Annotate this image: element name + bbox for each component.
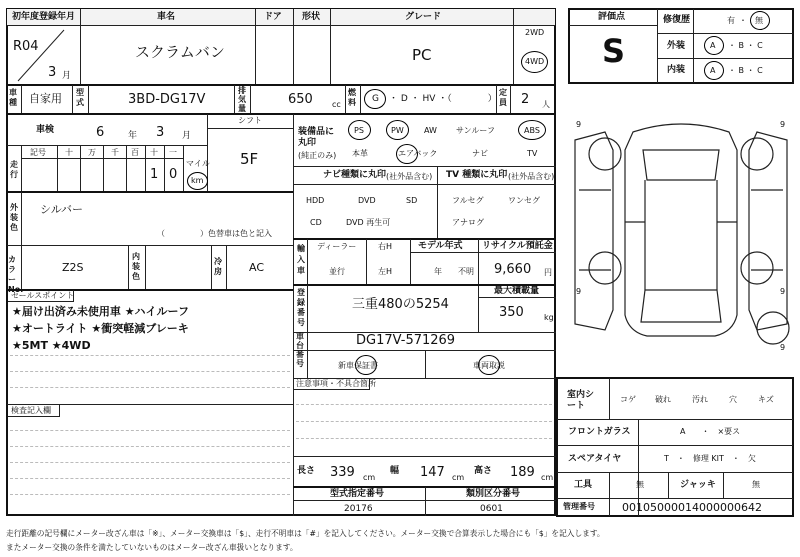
import-lh: 左H [378,267,393,276]
interior-label: 内装 [667,65,686,75]
reg-year: R04 [13,39,39,54]
mileage-col-hyaku: 百 [131,148,139,157]
plate-label: 登録番号 [297,288,305,327]
notes-label: 注意事項・不具合箇所 [296,379,376,388]
sales-label: セールスポイント [11,291,75,300]
mileage-mile: マイル [186,159,210,168]
sales-line-2: ★オートライト ★衝突軽減ブレーキ [12,322,189,335]
displacement-label: 排気量 [238,86,246,113]
navi-type-sub: (社外品含む) [386,172,433,181]
shift-value: 5F [240,150,259,168]
seat-yabure: 破れ [655,395,671,404]
papers-warranty: 新車保証書 [338,361,378,370]
shift-label: シフト [238,116,262,125]
model-year-year: 年 [434,267,442,276]
import-dealer: ディーラー [317,242,357,251]
footer-line-2: またメーター交換の条件を満たしていないものはメーター改ざん車扱いとなります。 [6,543,298,552]
shape-label: 形状 [302,12,321,22]
length-unit: cm [363,473,376,482]
mgmt-value: 00105000014000000642 [622,501,762,514]
equip-leather: 本革 [352,149,368,158]
capacity-label: 定員 [499,88,507,107]
model-year-unknown: 不明 [458,267,474,276]
navi-type-label: ナビ種類に丸印 [323,170,387,180]
diagram-mark-5: 9 [780,343,786,352]
inspection-month: 3 [156,125,165,140]
inspection-label: 車検 [36,125,55,135]
jack-value: 無 [752,480,760,489]
mileage-col-ichi: 一 [169,148,177,157]
colorno-label: カラーNo. [8,255,24,294]
color-note-close: ）色替車は色と記入 [200,229,272,238]
jack-label: ジャッキ [680,480,716,490]
width-value: 147 [420,465,445,480]
seat-kizu: キズ [758,395,774,404]
fuel-label: 燃料 [348,88,356,107]
mileage-km: km [191,176,204,185]
mileage-col-sen: 千 [111,148,119,157]
name-label: 車名 [157,12,176,22]
displacement-value: 650 [288,92,313,107]
import-parallel: 並行 [329,267,345,276]
reg-label: 初年度登録年月 [12,12,76,22]
equip-aw: AW [424,126,437,135]
aircon-value: AC [249,261,265,274]
mileage-digit-0: 0 [169,167,178,182]
inspection-month-unit: 月 [182,131,192,141]
plate-value: 三重480の5254 [352,297,449,312]
vehicle-label: 車種 [9,88,17,107]
seat-ana: 穴 [729,395,737,404]
equip-airbag: エアバック [398,149,438,158]
repair-label: 修復歴 [663,15,691,25]
papers-manual: 車両取説 [473,361,505,370]
diagram-mark-1: 9 [576,120,582,129]
equip-pw: PW [391,126,404,135]
sales-line-1: ★届け出済み未使用車 ★ハイルーフ [12,305,190,318]
recycle-label: リサイクル預託金 [482,241,553,251]
width-label: 幅 [390,466,400,476]
mileage-col-sign: 記号 [30,148,46,157]
navi-dvd-play: DVD 再生可 [346,218,391,227]
model-label: 型式 [76,88,84,107]
equip-tv: TV [527,149,538,158]
equipment-label: 装備品に丸印 [298,127,335,148]
class-no-value: 0601 [480,504,503,514]
tv-type-label: TV 種類に丸印 [446,170,508,180]
tv-type-sub: (社外品含む) [508,172,555,181]
mileage-digit-1: 1 [150,167,159,182]
score-label: 評価点 [598,12,626,22]
mileage-col-man: 万 [88,148,96,157]
load-label: 最大積載量 [494,286,540,296]
import-label: 輸入車 [297,244,305,275]
reg-month-unit: 月 [62,71,72,81]
repair-no: 無 [755,16,763,25]
drive-2wd: 2WD [525,28,545,37]
seat-koge: コゲ [620,395,636,404]
grade-label: グレード [405,12,442,22]
height-value: 189 [510,465,535,480]
tv-fullseg: フルセグ [452,196,484,205]
sales-line-3: ★5MT ★4WD [12,339,91,352]
color-note-open: （ [157,229,165,238]
length-label: 長さ [297,466,316,476]
navi-sd: SD [406,196,418,205]
load-value: 350 [499,305,524,320]
intcolor-label: 内装色 [132,252,140,281]
grade-value: PC [412,46,432,64]
capacity-unit: 人 [542,100,550,109]
tools-label: 工具 [574,480,593,490]
spare-label: スペアタイヤ [568,454,622,464]
chassis-value: DG17V-571269 [356,333,456,348]
equip-abs: ABS [524,126,540,135]
load-unit: kg [544,313,554,322]
exterior-rest: ・ B ・ C [728,41,763,50]
exterior-a: A [710,41,716,50]
recycle-value: 9,660 [494,262,532,277]
import-rh: 右H [378,242,393,251]
equipment-sub: (純正のみ) [298,151,337,160]
recycle-unit: 円 [544,268,552,277]
vehicle-value: 自家用 [29,92,62,105]
diagram-mark-3: 9 [576,287,582,296]
navi-hdd: HDD [306,196,325,205]
seat-label: 室内シート [567,390,595,411]
tv-oneseg: ワンセグ [508,196,540,205]
inspection-year: 6 [96,125,105,140]
fuel-rest: ・ D ・ HV ・（ ） [389,94,497,104]
height-label: 高さ [474,466,493,476]
name-value: スクラムバン [135,43,225,61]
fuel-g: G [372,94,379,104]
windshield-label: フロントガラス [568,427,631,437]
repair-yes: 有 [727,16,735,25]
height-unit: cm [541,473,554,482]
displacement-unit: cc [332,100,341,109]
equip-navi: ナビ [472,149,488,158]
length-value: 339 [330,465,355,480]
colorno-value: Z2S [62,261,84,274]
aircon-label: 冷房 [214,257,222,276]
seat-yogore: 汚れ [692,395,708,404]
mgmt-label: 管理番号 [563,502,595,511]
drive-4wd: 4WD [525,57,545,66]
class-no-label: 類別区分番号 [466,489,521,499]
color-value: シルバー [40,203,83,216]
mileage-col-10man: 十 [65,148,73,157]
diagram-mark-2: 9 [780,120,786,129]
tools-value: 無 [636,480,644,489]
model-value: 3BD-DG17V [128,92,206,107]
inspector-label: 検査記入欄 [11,406,51,415]
exterior-label: 外装 [667,41,686,51]
tv-analog: アナログ [452,218,484,227]
vehicle-damage-diagram [565,110,797,360]
navi-dvd: DVD [358,196,376,205]
color-label: 外装色 [10,203,18,232]
interior-rest: ・ B ・ C [728,66,763,75]
equip-sunroof: サンルーフ [456,126,495,135]
navi-cd: CD [310,218,322,227]
score-value: S [602,32,626,70]
footer-line-1: 走行距離の記号欄にメーター改ざん車は「※」、メーター交換車は「$」、走行不明車は「#」を記入してください。メーター交換で合算表示した場合にも「$」を記入します。 [6,529,605,538]
spare-value: T ・ 修理 KIT ・ 欠 [664,454,756,463]
chassis-label: 車台番号 [296,332,304,368]
mileage-label: 走行 [10,160,18,179]
width-unit: cm [452,473,465,482]
door-label: ドア [264,12,282,22]
windshield-value: A ・ ×要ス [680,427,741,436]
interior-a: A [710,66,716,75]
mileage-col-juu: 十 [150,148,158,157]
equip-ps: PS [354,126,364,135]
model-year-label: モデル年式 [418,241,463,251]
inspection-year-unit: 年 [128,131,138,141]
diagram-mark-4: 9 [780,287,786,296]
type-no-label: 型式指定番号 [330,489,385,499]
repair-dot: ・ [739,16,747,25]
capacity-value: 2 [521,92,530,107]
reg-month: 3 [48,65,57,80]
type-no-value: 20176 [344,504,373,514]
